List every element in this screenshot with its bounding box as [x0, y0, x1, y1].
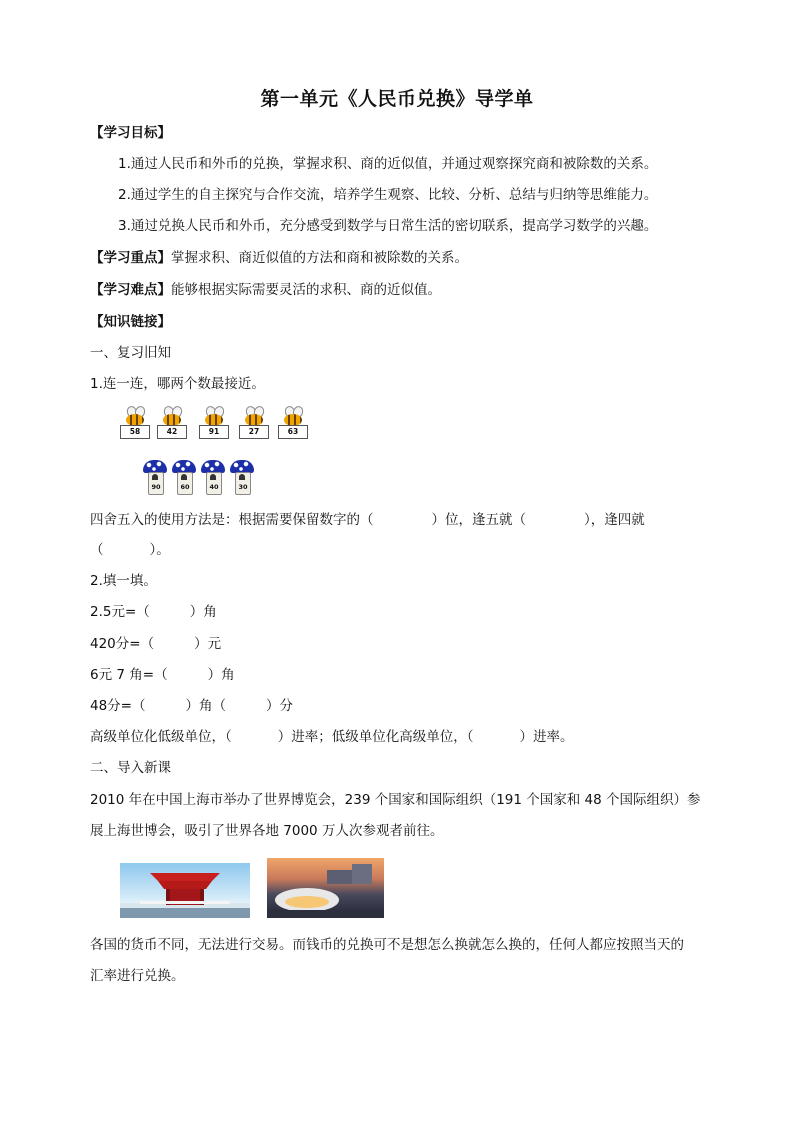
mushroom-number: 90 [148, 472, 164, 495]
intro-heading: 二、导入新课 [90, 760, 171, 776]
difficulty [90, 280, 441, 300]
knowledge-link-heading: 【知识链接】 [90, 314, 171, 330]
rounding-rule-cont: （ ）。 [90, 542, 170, 558]
bee-card-2 [157, 404, 187, 440]
intro-paragraph-line-2: 展上海世博会，吸引了世界各地 7000 万人次参观者前往。 [90, 823, 444, 839]
key-point-label: 【学习重点】 [90, 250, 171, 266]
objective-1: 1.通过人民币和外币的兑换，掌握求积、商的近似值，并通过观察探究商和被除数的关系。 [118, 156, 658, 172]
bee-number: 42 [157, 425, 187, 439]
objectives-heading: 【学习目标】 [90, 125, 171, 141]
mushroom-4 [230, 460, 254, 494]
intro-paragraph-2-line-2: 汇率进行兑换。 [90, 968, 185, 984]
intro-paragraph-2-line-1: 各国的货币不同，无法进行交易。而钱币的兑换可不是想怎么换就怎么换的，任何人都应按照当天的 [90, 937, 684, 953]
china-pavilion-photo [120, 863, 250, 918]
mushroom-1 [143, 460, 167, 494]
bee-number: 27 [239, 425, 269, 439]
difficulty-label: 【学习难点】 [90, 282, 171, 298]
review-heading: 一、复习旧知 [90, 345, 171, 361]
mushroom-3 [201, 460, 225, 494]
bee-number: 91 [199, 425, 229, 439]
key-point-text: 掌握求积、商近似值的方法和商和被除数的关系。 [171, 250, 468, 266]
expo-night-photo [267, 858, 384, 918]
objective-2: 2.通过学生的自主探究与合作交流，培养学生观察、比较、分析、总结与归纳等思维能力。 [118, 187, 658, 203]
rounding-rule: 四舍五入的使用方法是：根据需要保留数字的（ ）位，逢五就（ ），逢四就 [90, 512, 645, 528]
question-2: 2.填一填。 [90, 573, 157, 589]
bee-card-5 [278, 404, 308, 440]
intro-paragraph-line-1: 2010 年在中国上海市举办了世界博览会，239 个国家和国际组织（191 个国家和 48 个国际组织）参 [90, 792, 701, 808]
key-point [90, 248, 468, 268]
mushroom-number: 60 [177, 472, 193, 495]
page-title: 第一单元《人民币兑换》导学单 [260, 88, 534, 110]
fill-item-3: 6元 7 角=（ ）角 [90, 667, 235, 683]
bee-card-1 [120, 404, 150, 440]
fill-item-1: 2.5元=（ ）角 [90, 604, 217, 620]
mushroom-number: 30 [235, 472, 251, 495]
bee-number: 58 [120, 425, 150, 439]
mushroom-number: 40 [206, 472, 222, 495]
fill-item-4: 48分=（ ）角（ ）分 [90, 698, 293, 714]
mushroom-2 [172, 460, 196, 494]
bee-number: 63 [278, 425, 308, 439]
unit-conversion-rule: 高级单位化低级单位，（ ）进率；低级单位化高级单位，（ ）进率。 [90, 729, 574, 745]
bee-card-4 [239, 404, 269, 440]
fill-item-2: 420分=（ ）元 [90, 636, 222, 652]
objective-3: 3.通过兑换人民币和外币，充分感受到数学与日常生活的密切联系，提高学习数学的兴趣。 [118, 218, 658, 234]
bee-card-3 [199, 404, 229, 440]
question-1: 1.连一连，哪两个数最接近。 [90, 376, 265, 392]
difficulty-text: 能够根据实际需要灵活的求积、商的近似值。 [171, 282, 441, 298]
